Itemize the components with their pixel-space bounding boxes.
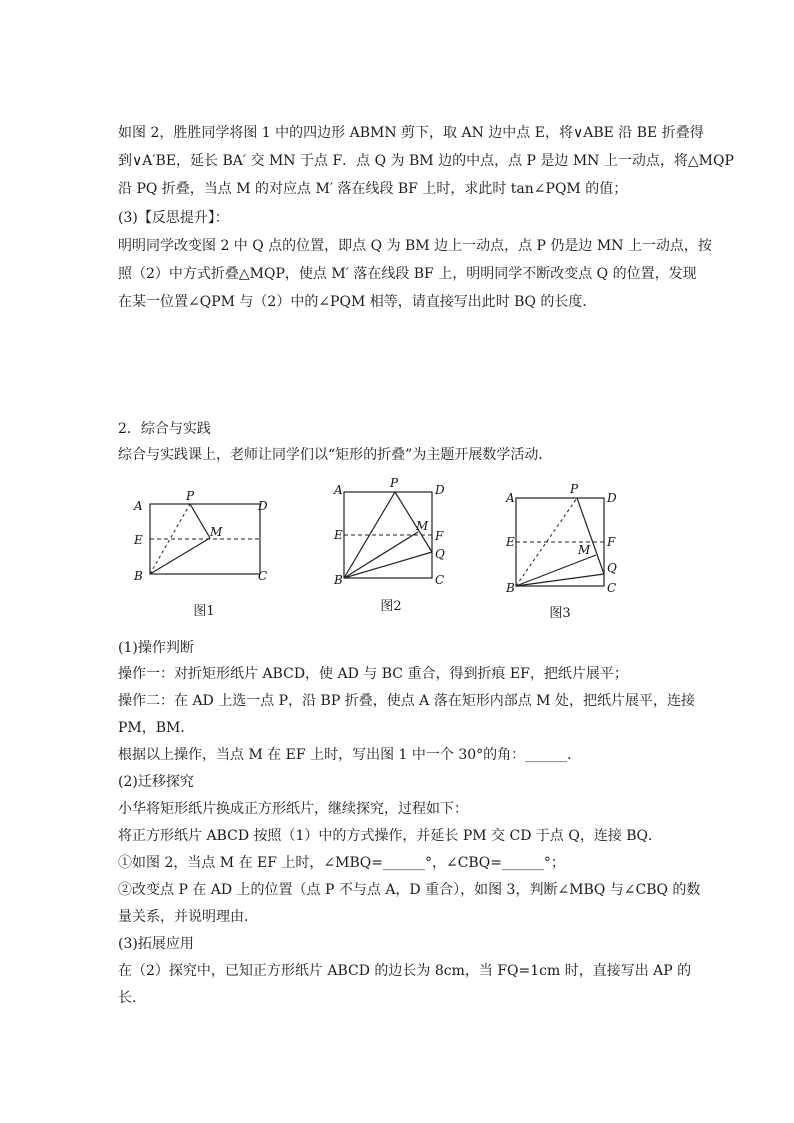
figure-2 — [330, 476, 460, 600]
text-line: 沿 PQ 折叠，当点 M 的对应点 M′ 落在线段 BF 上时，求此时 tan∠PQM 的值； — [118, 181, 628, 197]
question-2-1: ①如图 2，当点 M 在 EF 上时，∠MBQ=______°，∠CBQ=______°； — [118, 855, 565, 871]
label-a: A — [506, 491, 515, 505]
figure-1-diagram — [128, 488, 288, 598]
label-p: P — [390, 476, 399, 490]
label-e: E — [506, 535, 515, 549]
label-m: M — [210, 525, 223, 539]
text-line: 操作一：对折矩形纸片 ABCD，使 AD 与 BC 重合，得到折痕 EF，把纸片展平； — [118, 666, 628, 682]
text-line: 明明同学改变图 2 中 Q 点的位置，即点 Q 为 BM 边上一动点，点 P 仍是边 MN 上一动点，按 — [118, 238, 712, 254]
text-line: 将正方形纸片 ABCD 按照（1）中的方式操作，并延长 PM 交 CD 于点 Q，连接 BQ． — [118, 828, 663, 844]
label-d: D — [435, 483, 445, 497]
problem-heading: 2．综合与实践 — [118, 421, 211, 437]
text-line: 长． — [118, 990, 146, 1006]
question-2-2: ②改变点 P 在 AD 上的位置（点 P 不与点 A，D 重合），如图 3，判断∠MBQ 与∠CBQ 的数 — [118, 882, 701, 898]
label-b: B — [134, 569, 143, 583]
subsection-heading: (3)拓展应用 — [118, 936, 194, 952]
label-c: C — [435, 573, 445, 587]
label-c: C — [258, 569, 268, 583]
segment-bp — [150, 504, 190, 574]
figure-3-caption: 图3 — [549, 606, 571, 621]
label-q: Q — [607, 561, 617, 575]
figure-3-diagram — [502, 484, 632, 604]
label-e: E — [134, 533, 143, 547]
section-heading: (3)【反思提升】： — [118, 210, 229, 226]
label-c: C — [607, 581, 617, 595]
label-m: M — [416, 519, 429, 533]
label-b: B — [334, 573, 343, 587]
text-line: 量关系，并说明理由． — [118, 909, 258, 925]
label-e: E — [334, 528, 343, 542]
text-line: 在某一位置∠QPM 与（2）中的∠PQM 相等，请直接写出此时 BQ 的长度． — [118, 294, 597, 310]
segment-bq — [516, 574, 604, 586]
text-line: 小华将矩形纸片换成正方形纸片，继续探究，过程如下： — [118, 801, 468, 817]
label-b: B — [506, 581, 515, 595]
segment-pq — [577, 498, 604, 574]
label-p: P — [570, 482, 579, 496]
label-d: D — [258, 499, 268, 513]
label-q: Q — [435, 547, 445, 561]
figure-2-caption: 图2 — [380, 599, 402, 614]
problem-intro: 综合与实践课上，老师让同学们以“矩形的折叠”为主题开展数学活动． — [118, 447, 553, 463]
segment-bm — [344, 532, 418, 578]
text-line: 操作二：在 AD 上选一点 P，沿 BP 折叠，使点 A 落在矩形内部点 M 处，把纸片展平，连接 — [118, 693, 695, 709]
label-a: A — [134, 499, 143, 513]
figure-1 — [128, 488, 288, 602]
label-a: A — [334, 483, 343, 497]
subsection-heading: (1)操作判断 — [118, 640, 194, 656]
text-line: PM，BM． — [118, 720, 195, 736]
text-line: 到∨A′BE，延长 BA′ 交 MN 于点 F．点 Q 为 BM 边的中点，点 P 是边 MN 上一动点，将△MQP — [118, 153, 734, 169]
text-line: 如图 2，胜胜同学将图 1 中的四边形 ABMN 剪下，取 AN 边中点 E，将∨ABE 沿 BE 折叠得 — [118, 125, 704, 141]
label-d: D — [607, 491, 617, 505]
label-f: F — [435, 529, 444, 543]
figure-1-caption: 图1 — [193, 604, 215, 619]
label-m: M — [578, 543, 591, 557]
segment-bm — [516, 555, 596, 586]
text-line: 照（2）中方式折叠△MQP，使点 M′ 落在线段 BF 上，明明同学不断改变点 Q 的位置，发现 — [118, 266, 697, 282]
segment-bm — [150, 538, 210, 574]
question-3: 在（2）探究中，已知正方形纸片 ABCD 的边长为 8cm，当 FQ=1cm 时，直接写出 AP 的 — [118, 963, 692, 979]
label-p: P — [186, 489, 195, 503]
label-f: F — [607, 535, 616, 549]
subsection-heading: (2)迁移探究 — [118, 774, 194, 790]
segment-pm — [190, 504, 210, 538]
figure-3 — [502, 484, 632, 608]
question-1: 根据以上操作，当点 M 在 EF 上时，写出图 1 中一个 30°的角：______． — [118, 747, 582, 763]
figure-2-diagram — [330, 476, 460, 596]
